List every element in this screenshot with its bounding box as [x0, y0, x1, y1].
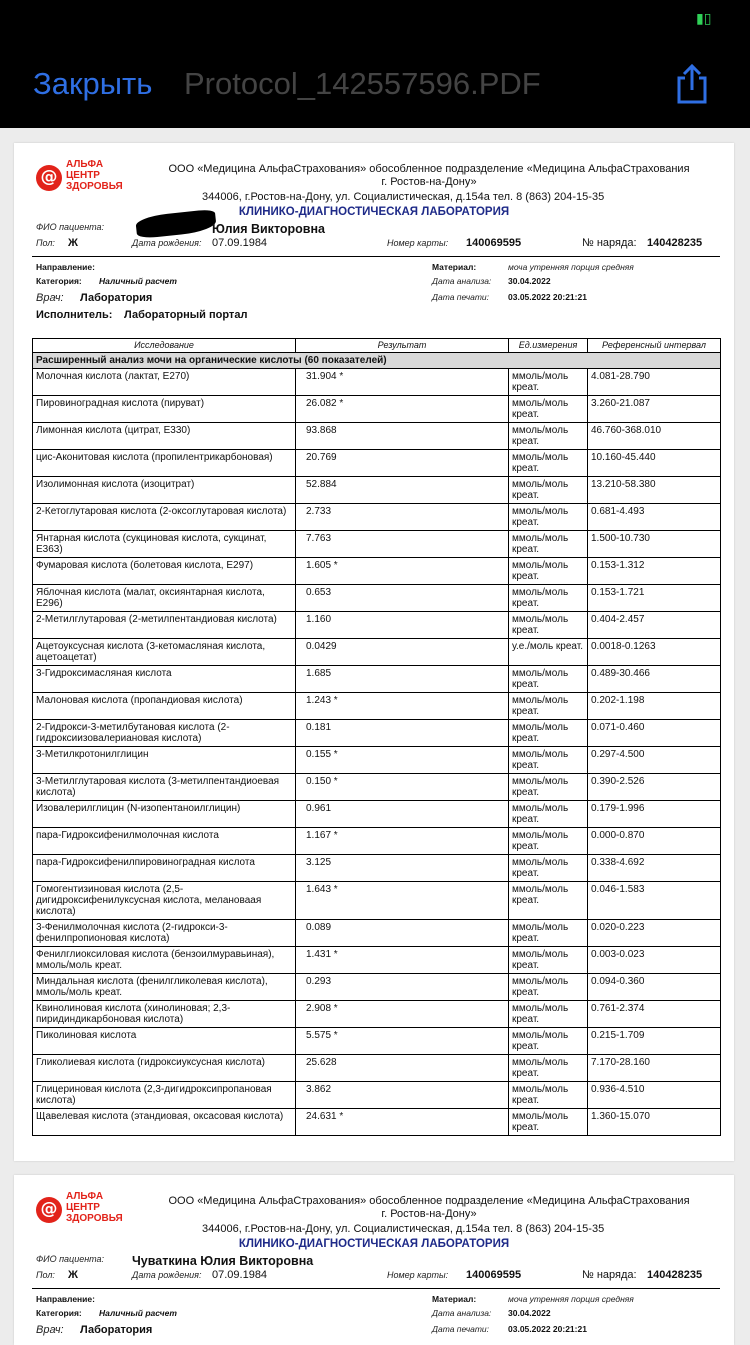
table-row	[33, 801, 721, 828]
reference-cell: 10.160-45.440	[588, 450, 721, 477]
fio-label: ФИО пациента:	[36, 1254, 105, 1264]
unit-cell: ммоль/моль креат.	[509, 801, 588, 828]
result-cell: 0.150 *	[296, 774, 509, 801]
analysis-date-label: Дата анализа:	[432, 276, 492, 286]
test-name-cell: Малоновая кислота (пропандиовая кислота)	[33, 693, 296, 720]
result-cell: 0.653	[296, 585, 509, 612]
result-cell: 2.733	[296, 504, 509, 531]
table-row	[33, 974, 721, 1001]
table-row	[33, 369, 721, 396]
unit-cell: ммоль/моль креат.	[509, 585, 588, 612]
result-cell: 1.605 *	[296, 558, 509, 585]
result-cell: 3.125	[296, 855, 509, 882]
result-cell: 1.243 *	[296, 693, 509, 720]
reference-cell: 0.046-1.583	[588, 882, 721, 920]
order-label: № наряда:	[582, 237, 637, 249]
reference-cell: 0.179-1.996	[588, 801, 721, 828]
separator	[32, 1288, 720, 1289]
reference-cell: 46.760-368.010	[588, 423, 721, 450]
reference-cell: 0.071-0.460	[588, 720, 721, 747]
test-name-cell: 2-Кетоглутаровая кислота (2-оксоглутаровая кислота)	[33, 504, 296, 531]
logo-icon: @	[36, 165, 62, 191]
test-name-cell: пара-Гидроксифенилпировиноградная кислота	[33, 855, 296, 882]
reference-cell: 0.338-4.692	[588, 855, 721, 882]
table-row	[33, 1109, 721, 1136]
unit-cell: ммоль/моль креат.	[509, 947, 588, 974]
table-row	[33, 666, 721, 693]
table-row	[33, 504, 721, 531]
test-name-cell: 3-Метилкротонилглицин	[33, 747, 296, 774]
test-name-cell: цис-Аконитовая кислота (пропилентрикарбоновая)	[33, 450, 296, 477]
reference-cell: 0.297-4.500	[588, 747, 721, 774]
reference-cell: 0.0018-0.1263	[588, 639, 721, 666]
sex-label: Пол:	[36, 1270, 55, 1280]
result-cell: 5.575 *	[296, 1028, 509, 1055]
card-label: Номер карты:	[387, 1270, 449, 1280]
test-name-cell: 2-Метилглутаровая (2-метилпентандиовая кислота)	[33, 612, 296, 639]
unit-cell: ммоль/моль креат.	[509, 612, 588, 639]
patient-sex: Ж	[68, 237, 78, 249]
unit-cell: ммоль/моль креат.	[509, 693, 588, 720]
separator	[32, 256, 720, 257]
reference-cell: 0.761-2.374	[588, 1001, 721, 1028]
unit-cell: ммоль/моль креат.	[509, 477, 588, 504]
dob-label: Дата рождения:	[132, 1270, 202, 1280]
table-row	[33, 612, 721, 639]
reference-cell: 0.390-2.526	[588, 774, 721, 801]
table-row	[33, 720, 721, 747]
reference-cell: 0.003-0.023	[588, 947, 721, 974]
reference-cell: 0.202-1.198	[588, 693, 721, 720]
card-label: Номер карты:	[387, 238, 449, 248]
order-label: № наряда:	[582, 1269, 637, 1281]
analysis-date: 30.04.2022	[508, 1308, 551, 1318]
test-name-cell: пара-Гидроксифенилмолочная кислота	[33, 828, 296, 855]
material-label: Материал:	[432, 262, 477, 272]
test-name-cell: Пиколиновая кислота	[33, 1028, 296, 1055]
test-name-cell: Молочная кислота (лактат, Е270)	[33, 369, 296, 396]
result-cell: 2.908 *	[296, 1001, 509, 1028]
unit-cell: у.е./моль креат.	[509, 639, 588, 666]
direction-label: Направление:	[36, 1294, 95, 1304]
clinic-logo: @ АЛЬФА ЦЕНТР ЗДОРОВЬЯ	[36, 159, 146, 195]
card-number: 140069595	[466, 237, 522, 249]
doctor-value: Лаборатория	[80, 1324, 153, 1336]
share-icon	[672, 62, 712, 106]
test-name-cell: Фумаровая кислота (болетовая кислота, Е297)	[33, 558, 296, 585]
reference-cell: 7.170-28.160	[588, 1055, 721, 1082]
document-title: Protocol_142557596.PDF	[184, 66, 541, 101]
unit-cell: ммоль/моль креат.	[509, 1109, 588, 1136]
table-row	[33, 947, 721, 974]
result-cell: 20.769	[296, 450, 509, 477]
test-name-cell: Гомогентизиновая кислота (2,5-дигидроксифенилуксусная кислота, мелановаая кислота)	[33, 882, 296, 920]
organization-name: ООО «Медицина АльфаСтрахования» обособленное подразделение «Медицина АльфаСтрахования г. Ростов-на-Дону»	[168, 1195, 690, 1220]
unit-cell: ммоль/моль креат.	[509, 1001, 588, 1028]
category-value: Наличный расчет	[99, 1308, 177, 1318]
fio-label: ФИО пациента:	[36, 222, 105, 232]
document-page-1[interactable]	[14, 143, 734, 1161]
result-cell: 26.082 *	[296, 396, 509, 423]
unit-cell: ммоль/моль креат.	[509, 974, 588, 1001]
reference-cell: 0.489-30.466	[588, 666, 721, 693]
lab-name: КЛИНИКО-ДИАГНОСТИЧЕСКАЯ ЛАБОРАТОРИЯ	[238, 1238, 510, 1250]
test-name-cell: Гликолиевая кислота (гидроксиуксусная кислота)	[33, 1055, 296, 1082]
unit-cell: ммоль/моль креат.	[509, 423, 588, 450]
table-row	[33, 477, 721, 504]
reference-cell: 1.500-10.730	[588, 531, 721, 558]
table-row	[33, 396, 721, 423]
result-cell: 1.685	[296, 666, 509, 693]
reference-cell: 0.153-1.721	[588, 585, 721, 612]
test-name-cell: Ацетоуксусная кислота (3-кетомасляная кислота, ацетоацетат)	[33, 639, 296, 666]
test-name-cell: 3-Метилглутаровая кислота (3-метилпентандиоевая кислота)	[33, 774, 296, 801]
test-name-cell: 3-Фенилмолочная кислота (2-гидрокси-3-фенилпропионовая кислота)	[33, 920, 296, 947]
sex-label: Пол:	[36, 238, 55, 248]
organization-name: ООО «Медицина АльфаСтрахования» обособленное подразделение «Медицина АльфаСтрахования г. Ростов-на-Дону»	[168, 163, 690, 188]
test-name-cell: Фенилглиоксиловая кислота (бензоилмуравьиная), ммоль/моль креат.	[33, 947, 296, 974]
print-date-label: Дата печати:	[432, 292, 490, 302]
table-row	[33, 1001, 721, 1028]
patient-name: Юлия Викторовна	[212, 222, 325, 236]
reference-cell: 0.094-0.360	[588, 974, 721, 1001]
test-name-cell: Яблочная кислота (малат, оксиянтарная кислота, Е296)	[33, 585, 296, 612]
result-cell: 93.868	[296, 423, 509, 450]
result-cell: 0.089	[296, 920, 509, 947]
table-row	[33, 1028, 721, 1055]
table-row	[33, 920, 721, 947]
table-row	[33, 774, 721, 801]
test-name-cell: Изовалерилглицин (N-изопентаноилглицин)	[33, 801, 296, 828]
unit-cell: ммоль/моль креат.	[509, 828, 588, 855]
unit-cell: ммоль/моль креат.	[509, 1028, 588, 1055]
reference-cell: 1.360-15.070	[588, 1109, 721, 1136]
table-row	[33, 531, 721, 558]
test-name-cell: Глицериновая кислота (2,3-дигидроксипропановая кислота)	[33, 1082, 296, 1109]
table-row	[33, 1082, 721, 1109]
lab-name: КЛИНИКО-ДИАГНОСТИЧЕСКАЯ ЛАБОРАТОРИЯ	[238, 206, 510, 218]
unit-cell: ммоль/моль креат.	[509, 720, 588, 747]
close-button[interactable]: Закрыть	[33, 66, 153, 101]
patient-dob: 07.09.1984	[212, 237, 268, 249]
result-cell: 1.643 *	[296, 882, 509, 920]
reference-cell: 13.210-58.380	[588, 477, 721, 504]
doctor-label: Врач:	[36, 292, 64, 304]
column-header-test: Исследование	[33, 339, 296, 353]
test-name-cell: 3-Гидроксимасляная кислота	[33, 666, 296, 693]
table-row	[33, 639, 721, 666]
material-value: моча утренняя порция средняя	[508, 262, 634, 272]
test-name-cell: Янтарная кислота (сукциновая кислота, сукцинат, Е363)	[33, 531, 296, 558]
unit-cell: ммоль/моль креат.	[509, 855, 588, 882]
unit-cell: ммоль/моль креат.	[509, 774, 588, 801]
result-cell: 31.904 *	[296, 369, 509, 396]
patient-name: Чуваткина Юлия Викторовна	[132, 1254, 314, 1268]
category-value: Наличный расчет	[99, 276, 177, 286]
section-title: Расширенный анализ мочи на органические кислоты (60 показателей)	[33, 353, 721, 369]
dob-label: Дата рождения:	[132, 238, 202, 248]
unit-cell: ммоль/моль креат.	[509, 396, 588, 423]
analysis-date-label: Дата анализа:	[432, 1308, 492, 1318]
patient-sex: Ж	[68, 1269, 78, 1281]
table-row	[33, 882, 721, 920]
reference-cell: 0.153-1.312	[588, 558, 721, 585]
unit-cell: ммоль/моль креат.	[509, 1082, 588, 1109]
battery-icon: ▮▯	[696, 11, 712, 27]
unit-cell: ммоль/моль креат.	[509, 1055, 588, 1082]
executor-value: Лабораторный портал	[124, 309, 248, 321]
reference-cell: 0.020-0.223	[588, 920, 721, 947]
material-value: моча утренняя порция средняя	[508, 1294, 634, 1304]
reference-cell: 0.936-4.510	[588, 1082, 721, 1109]
result-cell: 0.0429	[296, 639, 509, 666]
test-name-cell: Изолимонная кислота (изоцитрат)	[33, 477, 296, 504]
result-cell: 0.961	[296, 801, 509, 828]
order-number: 140428235	[647, 1269, 703, 1281]
organization-address: 344006, г.Ростов-на-Дону, ул. Социалистическая, д.154а тел. 8 (863) 204-15-35	[202, 1223, 605, 1235]
viewer-top-bar	[0, 0, 750, 128]
share-button[interactable]	[672, 62, 712, 106]
unit-cell: ммоль/моль креат.	[509, 920, 588, 947]
unit-cell: ммоль/моль креат.	[509, 504, 588, 531]
reference-cell: 0.404-2.457	[588, 612, 721, 639]
result-cell: 1.431 *	[296, 947, 509, 974]
card-number: 140069595	[466, 1269, 522, 1281]
unit-cell: ммоль/моль креат.	[509, 558, 588, 585]
table-row	[33, 558, 721, 585]
results-table	[32, 338, 721, 1136]
reference-cell: 0.215-1.709	[588, 1028, 721, 1055]
reference-cell: 3.260-21.087	[588, 396, 721, 423]
category-label: Категория:	[36, 1308, 82, 1318]
unit-cell: ммоль/моль креат.	[509, 531, 588, 558]
column-header-unit: Ед.измерения	[509, 339, 588, 353]
table-row	[33, 828, 721, 855]
unit-cell: ммоль/моль креат.	[509, 369, 588, 396]
test-name-cell: Лимонная кислота (цитрат, Е330)	[33, 423, 296, 450]
result-cell: 0.155 *	[296, 747, 509, 774]
column-header-reference: Референсный интервал	[588, 339, 721, 353]
reference-cell: 0.681-4.493	[588, 504, 721, 531]
table-row	[33, 450, 721, 477]
unit-cell: ммоль/моль креат.	[509, 450, 588, 477]
category-label: Категория:	[36, 276, 82, 286]
result-cell: 3.862	[296, 1082, 509, 1109]
unit-cell: ммоль/моль креат.	[509, 666, 588, 693]
column-header-result: Результат	[296, 339, 509, 353]
direction-label: Направление:	[36, 262, 95, 272]
print-date-label: Дата печати:	[432, 1324, 490, 1334]
doctor-value: Лаборатория	[80, 292, 153, 304]
table-row	[33, 747, 721, 774]
test-name-cell: Миндальная кислота (фенилгликолевая кислота), ммоль/моль креат.	[33, 974, 296, 1001]
result-cell: 7.763	[296, 531, 509, 558]
result-cell: 52.884	[296, 477, 509, 504]
table-row	[33, 585, 721, 612]
patient-dob: 07.09.1984	[212, 1269, 268, 1281]
print-date: 03.05.2022 20:21:21	[508, 1324, 587, 1334]
print-date: 03.05.2022 20:21:21	[508, 292, 587, 302]
logo-icon: @	[36, 1197, 62, 1223]
unit-cell: ммоль/моль креат.	[509, 747, 588, 774]
result-cell: 1.167 *	[296, 828, 509, 855]
clinic-logo: @ АЛЬФА ЦЕНТР ЗДОРОВЬЯ	[36, 1191, 146, 1227]
organization-address: 344006, г.Ростов-на-Дону, ул. Социалистическая, д.154а тел. 8 (863) 204-15-35	[202, 191, 605, 203]
table-row	[33, 1055, 721, 1082]
test-name-cell: Пировиноградная кислота (пируват)	[33, 396, 296, 423]
result-cell: 0.181	[296, 720, 509, 747]
test-name-cell: Щавелевая кислота (этандиовая, оксасовая кислота)	[33, 1109, 296, 1136]
table-row	[33, 423, 721, 450]
result-cell: 25.628	[296, 1055, 509, 1082]
result-cell: 0.293	[296, 974, 509, 1001]
test-name-cell: Квинолиновая кислота (хинолиновая; 2,3-пиридиндикарбоновая кислота)	[33, 1001, 296, 1028]
reference-cell: 4.081-28.790	[588, 369, 721, 396]
material-label: Материал:	[432, 1294, 477, 1304]
doctor-label: Врач:	[36, 1324, 64, 1336]
executor-label: Исполнитель:	[36, 309, 113, 321]
order-number: 140428235	[647, 237, 703, 249]
test-name-cell: 2-Гидрокси-3-метилбутановая кислота (2-гидроксиизовалериановая кислота)	[33, 720, 296, 747]
unit-cell: ммоль/моль креат.	[509, 882, 588, 920]
result-cell: 24.631 *	[296, 1109, 509, 1136]
table-row	[33, 855, 721, 882]
table-row	[33, 693, 721, 720]
result-cell: 1.160	[296, 612, 509, 639]
analysis-date: 30.04.2022	[508, 276, 551, 286]
document-page-2[interactable]	[14, 1175, 734, 1345]
reference-cell: 0.000-0.870	[588, 828, 721, 855]
